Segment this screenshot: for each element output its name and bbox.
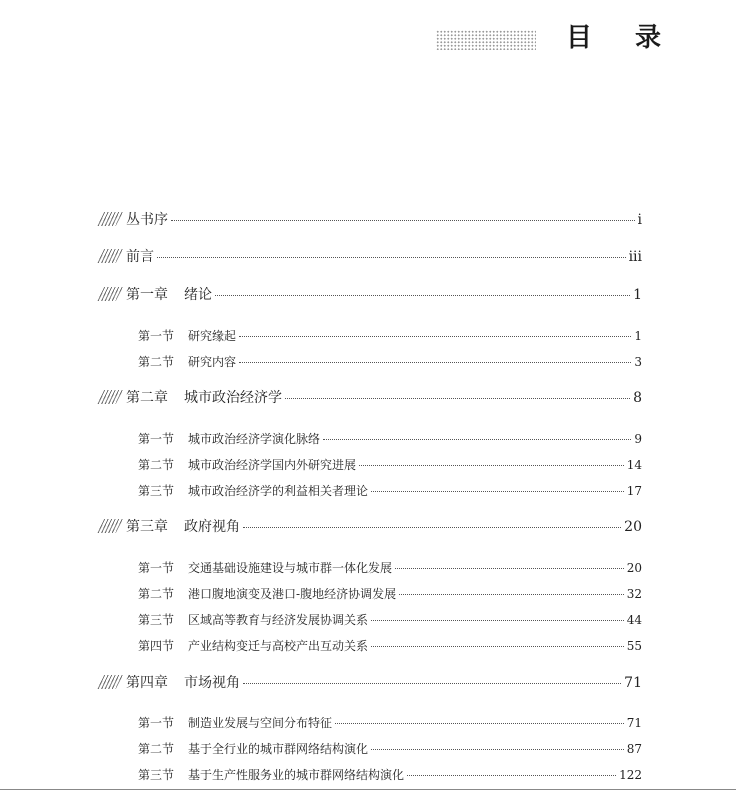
- dot-leader: [243, 527, 621, 528]
- section-number: 第二节: [138, 355, 175, 369]
- section-title: 研究缘起: [188, 329, 237, 343]
- chapter-number: 第一章: [126, 287, 168, 303]
- dot-leader: [323, 439, 631, 440]
- title-dot-pattern: [436, 30, 536, 50]
- chapter-number: 第三章: [126, 519, 168, 535]
- toc-page-number: iii: [628, 249, 642, 265]
- toc-section-1-2[interactable]: [138, 353, 642, 370]
- section-number: 第一节: [138, 561, 175, 575]
- section-number: 第二节: [138, 742, 175, 756]
- toc-page-number: 55: [626, 639, 642, 653]
- toc-chapter-4[interactable]: [97, 672, 642, 692]
- section-number: 第三节: [138, 484, 175, 498]
- section-number: 第二节: [138, 587, 175, 601]
- hatch-mark-icon: [97, 287, 123, 301]
- section-number: 第三节: [138, 613, 175, 627]
- toc-section-3-3[interactable]: [138, 611, 642, 628]
- toc-page-number: 32: [626, 587, 642, 601]
- toc-section-1-1[interactable]: [138, 327, 642, 344]
- dot-leader: [399, 594, 624, 595]
- toc-page-number: 20: [624, 519, 642, 535]
- section-number: 第三节: [138, 768, 175, 782]
- dot-leader: [371, 646, 624, 647]
- dot-leader: [171, 220, 635, 221]
- dot-leader: [371, 491, 624, 492]
- toc-page-number: 20: [626, 561, 642, 575]
- dot-leader: [239, 362, 631, 363]
- section-title: 区域高等教育与经济发展协调关系: [188, 613, 369, 627]
- hatch-mark-icon: [97, 249, 123, 263]
- section-title: 城市政治经济学国内外研究进展: [188, 458, 357, 472]
- chapter-number: 第二章: [126, 390, 168, 406]
- page-title: 目 录: [566, 23, 679, 53]
- chapter-title: 政府视角: [184, 519, 240, 535]
- toc-page-number: 9: [634, 432, 642, 446]
- toc-section-3-4[interactable]: [138, 637, 642, 654]
- toc-entry-preface[interactable]: [97, 246, 642, 266]
- section-number: 第一节: [138, 329, 175, 343]
- toc-chapter-2[interactable]: [97, 387, 642, 407]
- section-title: 城市政治经济学的利益相关者理论: [188, 484, 369, 498]
- section-title: 基于生产性服务业的城市群网络结构演化: [188, 768, 405, 782]
- toc-page-number: 71: [624, 675, 642, 691]
- toc-page-number: 1: [634, 329, 642, 343]
- toc-section-2-3[interactable]: [138, 482, 642, 499]
- dot-leader: [407, 775, 616, 776]
- toc-page-number: i: [637, 212, 642, 228]
- dot-leader: [335, 723, 624, 724]
- toc-section-4-3[interactable]: [138, 766, 642, 783]
- dot-leader: [395, 568, 624, 569]
- dot-leader: [359, 465, 624, 466]
- toc-section-2-1[interactable]: [138, 430, 642, 447]
- dot-leader: [371, 620, 624, 621]
- toc-page-number: 8: [633, 390, 642, 406]
- toc-entry-series-preface[interactable]: [97, 209, 642, 229]
- toc-entry-label: 前言: [126, 249, 154, 265]
- toc-page-number: 1: [633, 287, 642, 303]
- toc-section-4-2[interactable]: [138, 740, 642, 757]
- toc-chapter-1[interactable]: [97, 284, 642, 304]
- hatch-mark-icon: [97, 675, 123, 689]
- section-title: 基于全行业的城市群网络结构演化: [188, 742, 369, 756]
- hatch-mark-icon: [97, 390, 123, 404]
- dot-leader: [157, 257, 626, 258]
- section-title: 城市政治经济学演化脉络: [188, 432, 321, 446]
- section-number: 第一节: [138, 432, 175, 446]
- toc-entry-label: 丛书序: [126, 212, 168, 228]
- toc-section-3-2[interactable]: [138, 585, 642, 602]
- toc-page-number: 122: [619, 768, 642, 782]
- section-number: 第四节: [138, 639, 175, 653]
- toc-chapter-3[interactable]: [97, 516, 642, 536]
- toc-section-4-1[interactable]: [138, 714, 642, 731]
- bottom-divider: [0, 789, 736, 790]
- dot-leader: [243, 683, 621, 684]
- chapter-title: 市场视角: [184, 675, 240, 691]
- section-title: 制造业发展与空间分布特征: [188, 716, 333, 730]
- dot-leader: [371, 749, 624, 750]
- toc-page-number: 44: [626, 613, 642, 627]
- section-number: 第二节: [138, 458, 175, 472]
- chapter-title: 城市政治经济学: [184, 390, 282, 406]
- section-title: 交通基础设施建设与城市群一体化发展: [188, 561, 393, 575]
- toc-page-number: 3: [634, 355, 642, 369]
- toc-page-number: 71: [626, 716, 642, 730]
- dot-leader: [215, 295, 630, 296]
- section-number: 第一节: [138, 716, 175, 730]
- toc-page-number: 14: [626, 458, 642, 472]
- dot-leader: [239, 336, 631, 337]
- section-title: 研究内容: [188, 355, 237, 369]
- toc-page-number: 17: [626, 484, 642, 498]
- section-title: 产业结构变迁与高校产出互动关系: [188, 639, 369, 653]
- toc-section-2-2[interactable]: [138, 456, 642, 473]
- hatch-mark-icon: [97, 212, 123, 226]
- chapter-title: 绪论: [184, 287, 212, 303]
- dot-leader: [285, 398, 630, 399]
- section-title: 港口腹地演变及港口-腹地经济协调发展: [188, 587, 397, 601]
- toc-section-3-1[interactable]: [138, 559, 642, 576]
- hatch-mark-icon: [97, 519, 123, 533]
- toc-page-number: 87: [626, 742, 642, 756]
- chapter-number: 第四章: [126, 675, 168, 691]
